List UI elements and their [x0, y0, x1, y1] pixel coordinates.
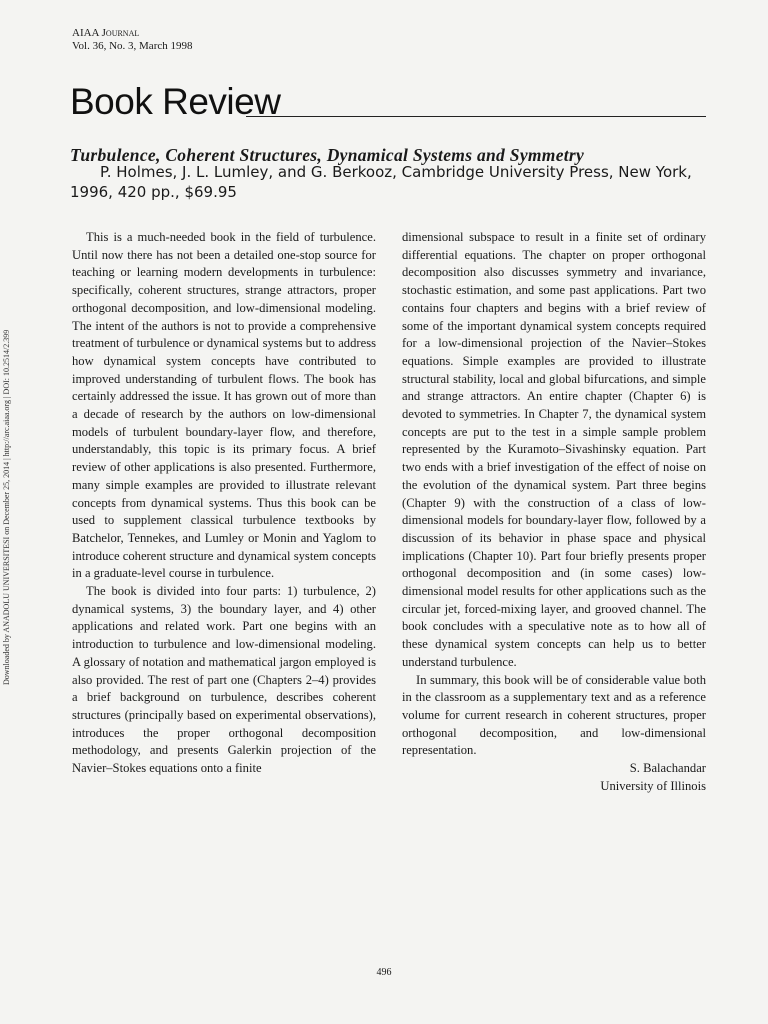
- journal-name: AIAA Journal: [72, 27, 140, 39]
- download-side-note: Downloaded by ANADOLU UNIVERSITESI on December 25, 2014 | http://arc.aiaa.org | DOI: 10.2514/2.399: [2, 329, 11, 685]
- review-left-column: [72, 229, 376, 778]
- book-info: P. Holmes, J. L. Lumley, and G. Berkooz, Cambridge University Press, New York, 1996, 420 pp., $69.95: [70, 163, 692, 201]
- page-number: 496: [376, 967, 392, 978]
- review-right-column: [402, 229, 706, 796]
- review-paragraph: In summary, this book will be of considerable value both in the classroom as a supplementary text and as a reference volume for current research in coherent structures, proper orthogonal decomposition, and low-dimensional representation.: [402, 672, 706, 758]
- review-paragraph: dimensional subspace to result in a finite set of ordinary differential equations. The chapter on proper orthogonal decomposition also discusses symmetry and invariance, stochastic estimation, and some past applications. Part two contains four chapters and begins with a brief review of some of the important dynamical system concepts required for a low-dimensional projection of the Navier–Stokes equations. Simple examples are provided to illustrate structural stability, local and global bifurcations, and simple and strange attractors. An entire chapter (Chapter 6) is devoted to symmetries. In Chapter 7, the dynamical system concepts are put to the test in a simple sample problem represented by the Kuramoto–Sivashinsky equation. Part two ends with a brief investigation of the effect of noise on the evolution of the dynamical system. Part three begins (Chapter 9) with the construction of a class of low-dimensional models for boundary-layer flow, followed by a discussion of its behavior in phase space and physical implications (Chapter 10). Part four briefly presents proper orthogonal decomposition and (in some cases) low-dimensional model results for other applications such as the circular jet, forced-mixing layer, and grooved channel. The book concludes with a speculative note as to how all of these dynamical system concepts can help us to better understand turbulence.: [402, 230, 706, 669]
- reviewer-affiliation: University of Illinois: [600, 778, 706, 793]
- journal-header: [72, 27, 192, 53]
- book-title: Turbulence, Coherent Structures, Dynamical Systems and Symmetry: [70, 145, 585, 165]
- reviewer-signature: [402, 760, 706, 795]
- review-paragraph: The book is divided into four parts: 1) turbulence, 2) dynamical systems, 3) the boundary layer, and 4) other applications and related work. Part one begins with an introduction to turbulence and low-dimensional modeling. A glossary of notation and mathematical jargon employed is also provided. The rest of part one (Chapters 2–4) provides a brief background on turbulence, describes coherent structures (principally based on experimental observations), introduces the proper orthogonal decomposition methodology, and presents Galerkin projection of the Navier–Stokes equations onto a finite: [72, 584, 376, 776]
- section-title: Book Review: [70, 81, 281, 122]
- reviewer-name: S. Balachandar: [629, 761, 706, 776]
- title-rule: [246, 116, 706, 117]
- section-title-row: [70, 82, 706, 122]
- review-paragraph: This is a much-needed book in the field of turbulence. Until now there has not been a detailed one-stop source for teaching or learning modern developments in turbulence: specifically, coherent structures, strange attractors, proper orthogonal decomposition, and low-dimensional modeling. The intent of the authors is not to provide a comprehensive treatment of turbulence or dynamical systems but to address how dynamical system concepts have contributed to improved understanding of turbulent flows. The book has certainly addressed the issue. It has grown out of more than a decade of research by the authors on low-dimensional models of turbulent boundary-layer flow, and therefore, understandably, this topic is its primary focus. A brief review of other applications is also presented. Furthermore, many simple examples are provided to illustrate relevant concepts from dynamical systems. Thus this book can be used to supplement classical turbulence textbooks by Batchelor, Tennekes, and Lumley or Monin and Yaglom to introduce coherent structure and dynamical system concepts in a graduate-level course in turbulence.: [72, 230, 376, 581]
- volume-line: Vol. 36, No. 3, March 1998: [72, 40, 193, 52]
